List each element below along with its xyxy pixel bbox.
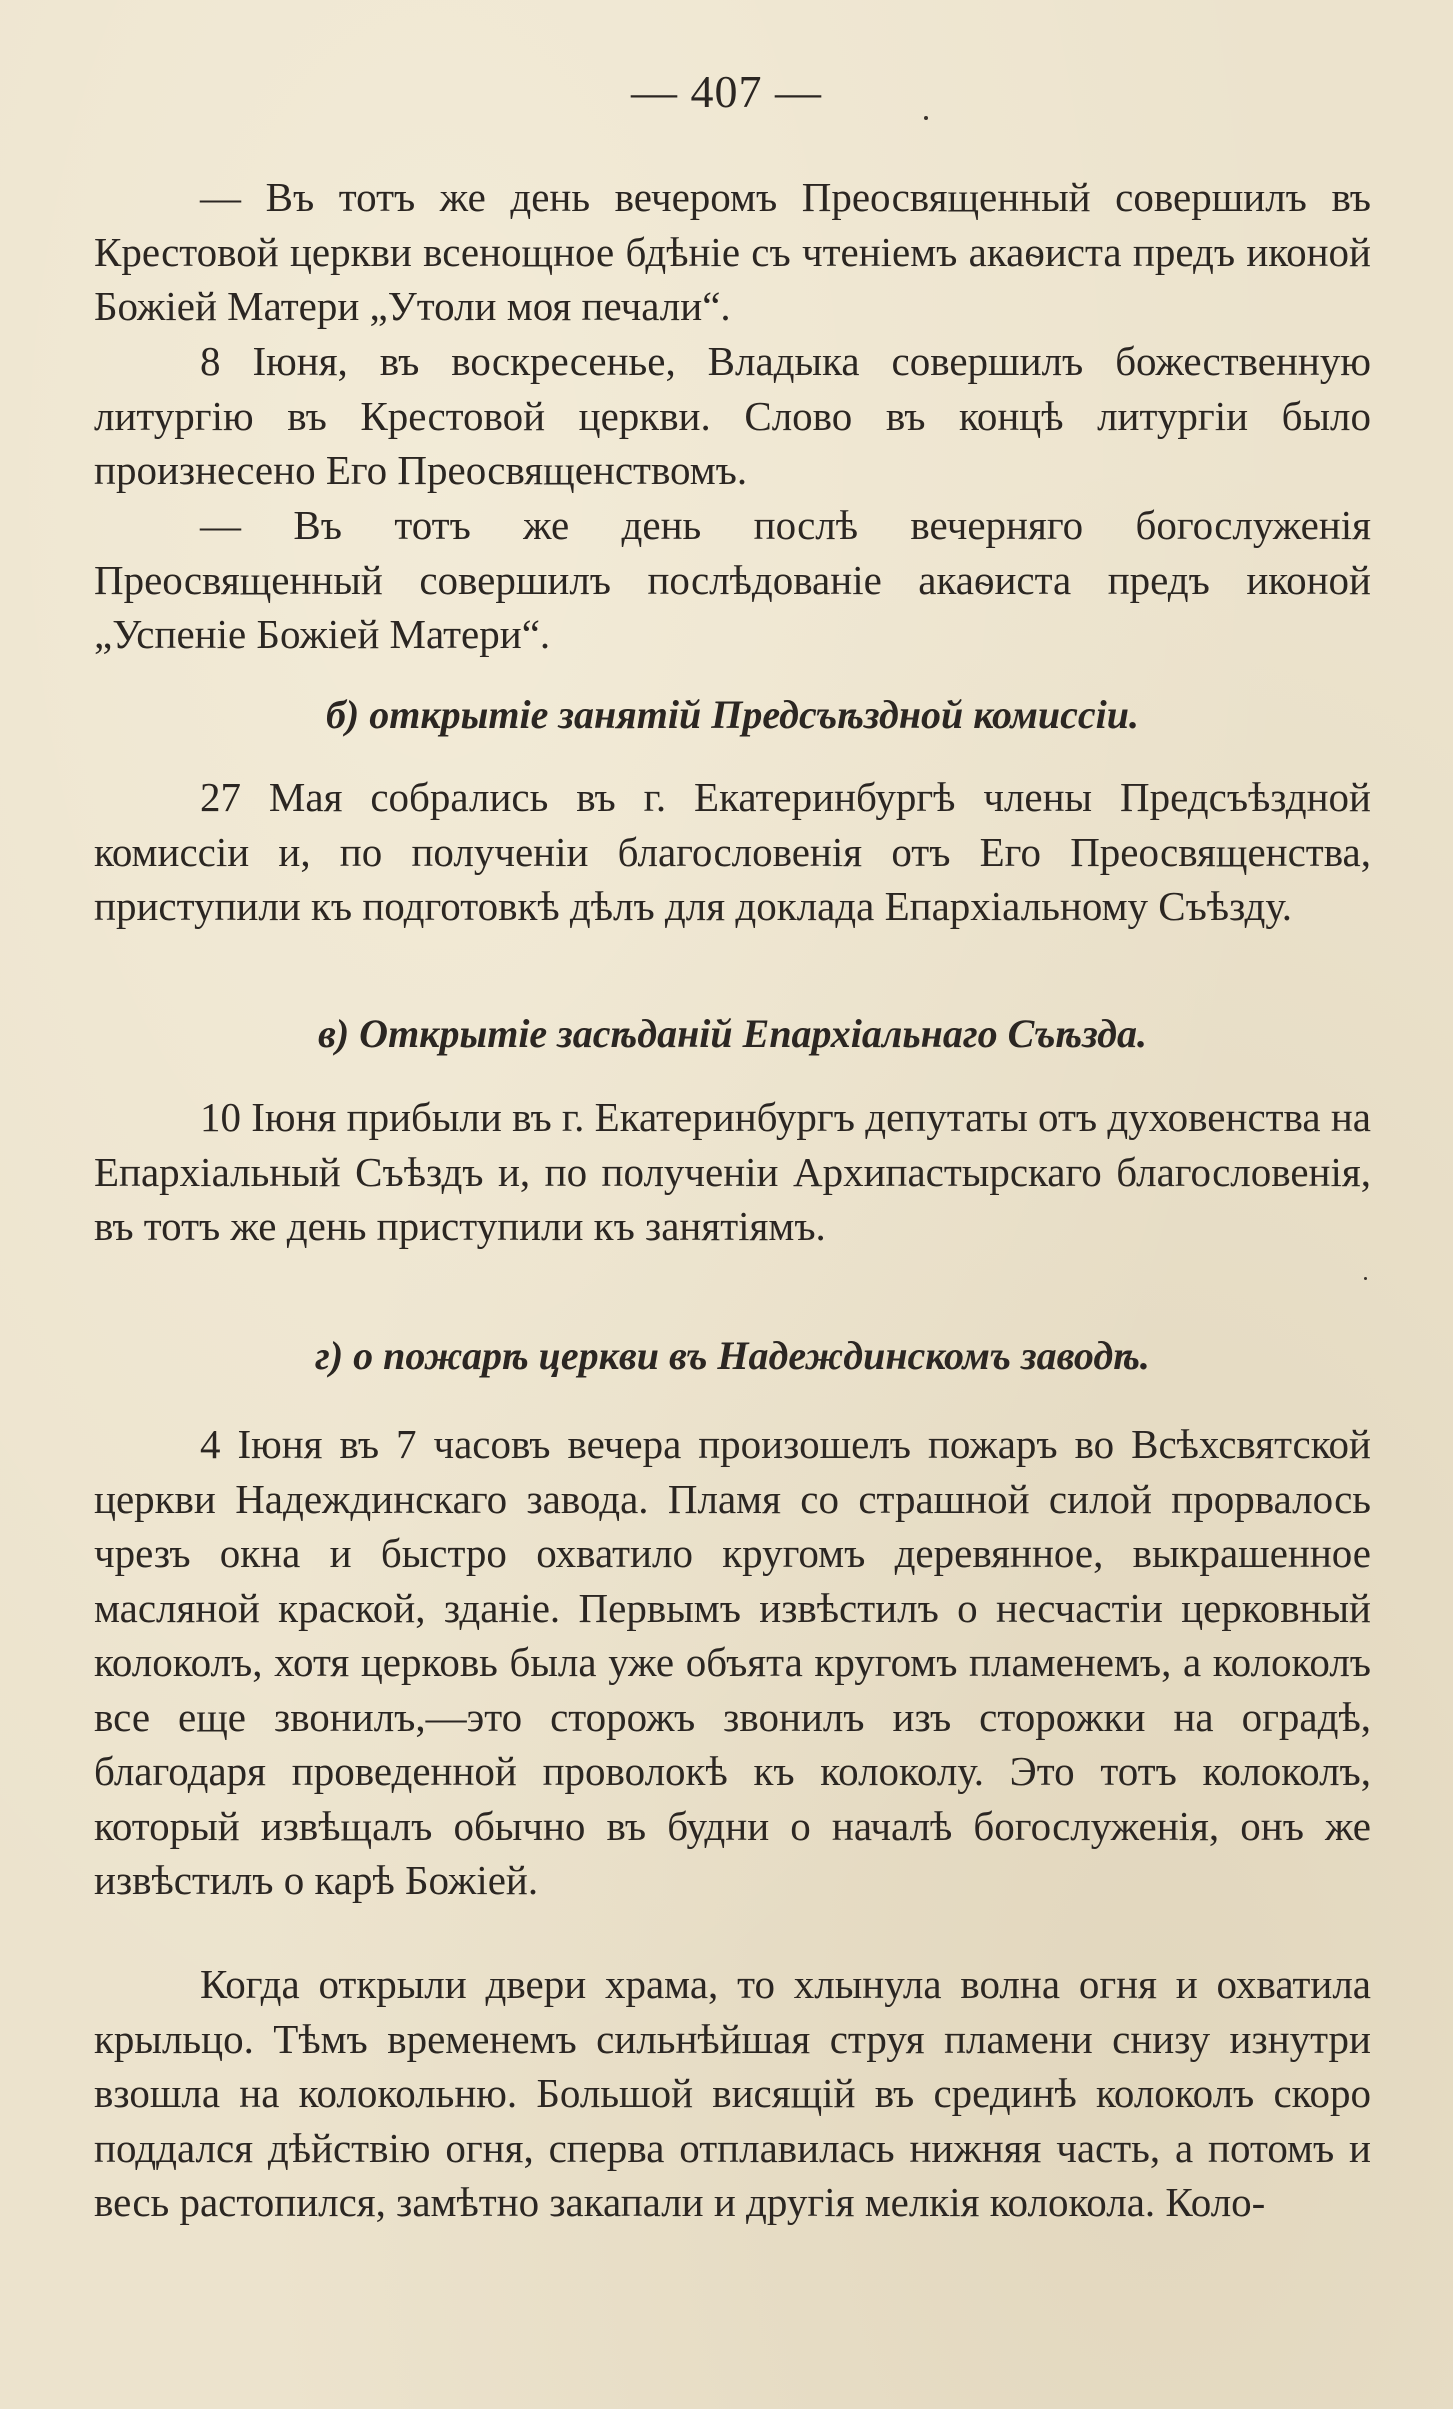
paragraph-fire-account	[94, 1417, 1371, 1908]
section-heading-commission: б) открытіе занятій Предсъѣздной комиссіи.	[325, 692, 1140, 737]
paragraph-commission-meeting	[94, 770, 1371, 934]
paragraph-text: 4 Іюня въ 7 часовъ вечера произошелъ пожаръ во Всѣхсвятской церкви Надеждинскаго завода. Пламя со страшной силой прорвалось чрезъ окна и быстро охватило кругомъ деревянное, выкрашенное масляной краской, зданіе. Первымъ извѣстилъ о несчастіи церковный колоколъ, хотя церковь была уже объята кругомъ пламенемъ, а колоколъ все еще звонилъ,—это сторожъ звонилъ изъ сторожки на оградѣ, благодаря проведенной проволокѣ къ колоколу. Это тотъ колоколъ, который извѣщалъ обычно въ будни о началѣ богослуженія, онъ же извѣстилъ о карѣ Божіей.	[94, 1421, 1371, 1903]
print-speck	[924, 116, 928, 120]
paragraph-text: — Въ тотъ же день послѣ вечерняго богослуженія Преосвященный совершилъ послѣдованіе акаѳиста предъ иконой „Успеніе Божіей Матери“.	[94, 502, 1371, 657]
paragraph-bell-melting	[94, 1957, 1371, 2230]
paragraph-congress-deputies	[94, 1090, 1371, 1254]
section-heading-congress: в) Открытіе засѣданій Епархіальнаго Съѣзда.	[317, 1011, 1148, 1056]
paragraph-text: Когда открыли двери храма, то хлынула волна огня и охватила крыльцо. Тѣмъ временемъ сильнѣйшая струя пламени снизу изнутри взошла на колокольню. Большой висящій въ срединѣ колоколъ скоро поддался дѣйствію огня, сперва отплавилась нижняя часть, а потомъ и весь растопился, замѣтно закапали и другія мелкія колокола. Коло-	[94, 1961, 1371, 2225]
paragraph-text: 10 Іюня прибыли въ г. Екатеринбургъ депутаты отъ духовенства на Епархіальный Съѣздъ и, по полученіи Архипастырскаго благословенія, въ тотъ же день приступили къ занятіямъ.	[94, 1094, 1371, 1249]
paragraph-text: 8 Іюня, въ воскресенье, Владыка совершилъ божественную литургію въ Крестовой церкви. Слово въ концѣ литургіи было произнесено Его Преосвященствомъ.	[94, 338, 1371, 493]
print-speck	[1364, 1277, 1367, 1280]
paragraph-vespers-akathist	[94, 498, 1371, 662]
paragraph-text: 27 Мая собрались въ г. Екатеринбургѣ члены Предсъѣздной комиссіи и, по полученіи благословенія отъ Его Преосвященства, приступили къ подготовкѣ дѣлъ для доклада Епархіальному Съѣзду.	[94, 774, 1371, 929]
section-heading-church-fire: г) о пожарѣ церкви въ Надеждинскомъ заводѣ.	[315, 1333, 1150, 1378]
paragraph-sunday-liturgy	[94, 334, 1371, 498]
page-number: — 407 —	[631, 66, 822, 117]
paragraph-text: — Въ тотъ же день вечеромъ Преосвященный совершилъ въ Крестовой церкви всенощное бдѣніе съ чтеніемъ акаѳиста предъ иконой Божіей Матери „Утоли моя печали“.	[94, 174, 1371, 329]
paragraph-evening-service	[94, 170, 1371, 334]
